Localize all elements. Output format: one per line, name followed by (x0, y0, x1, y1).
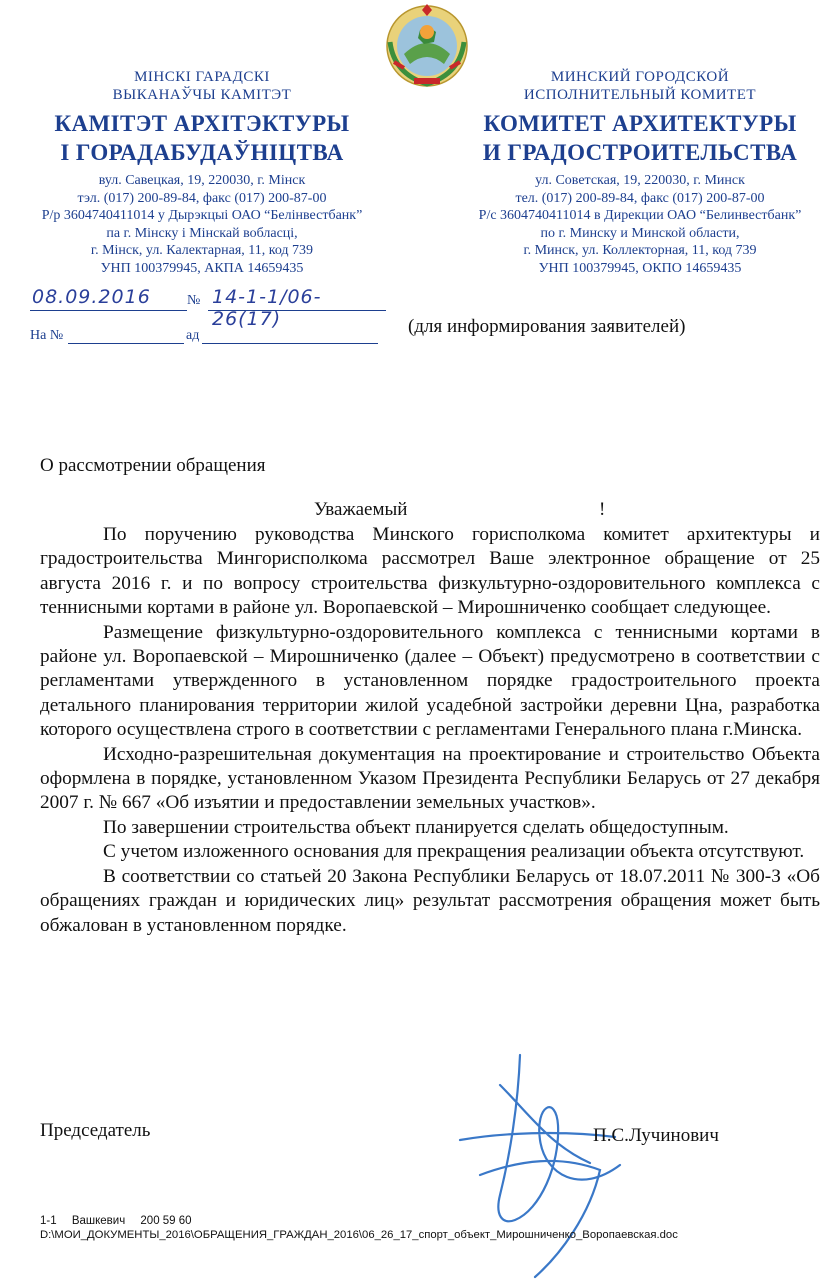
bank-region-line: па г. Мінску і Мінскай вобласці, (106, 225, 298, 241)
executor-name: Вашкевич (71, 1215, 126, 1227)
org-line-2: ВЫКАНАЎЧЫ КАМІТЭТ (112, 87, 292, 103)
bank-address-line: г. Мінск, ул. Калектарная, 11, код 739 (90, 243, 314, 258)
greeting-end: ! (599, 499, 606, 520)
org-line-2: ИСПОЛНИТЕЛЬНЫЙ КОМИТЕТ (523, 87, 757, 103)
signatory-name: П.С.Лучинович (593, 1125, 719, 1146)
number-underline (208, 310, 386, 311)
signatory-title: Председатель (40, 1120, 151, 1141)
paragraph: В соответствии со статьей 20 Закона Республики Беларусь от 18.07.2011 № 300-З «Об обращениях граждан и юридических лиц» результат рассмотрения обращения может быть обжалован в установленном порядке. (40, 865, 820, 936)
letter-body (40, 523, 820, 938)
reference-date-underline (202, 343, 378, 344)
bank-line: Р/с 3604740411014 в Дирекции ОАО “Белинвестбанк” (478, 208, 802, 223)
executor-phone: 200 59 60 (140, 1215, 192, 1227)
org-line-1: МИНСКИЙ ГОРОДСКОЙ (550, 69, 730, 85)
greeting: Уважаемый (314, 499, 408, 520)
address-line: ул. Советская, 19, 220030, г. Минск (535, 173, 745, 188)
paragraph: С учетом изложенного основания для прекращения реализации объекта отсутствуют. (103, 841, 805, 863)
paragraph: По завершении строительства объект планируется сделать общедоступным. (103, 816, 729, 838)
reference-number-label: На № (30, 328, 64, 343)
info-note: (для информирования заявителей) (408, 316, 686, 337)
address-line: вул. Савецкая, 19, 220030, г. Мінск (98, 173, 306, 188)
dept-name (12, 109, 392, 167)
executor-line (40, 1214, 678, 1228)
codes-line: УНП 100379945, ОКПО 14659435 (538, 260, 742, 276)
number-label: № (187, 293, 201, 308)
letterhead-russian (450, 68, 830, 277)
bank-region-line: по г. Минску и Минской области, (540, 225, 740, 241)
dept-line-1: КАМІТЭТ АРХІТЭКТУРЫ (54, 111, 350, 136)
executor-code: 1-1 (40, 1215, 57, 1227)
dept-line-1: КОМИТЕТ АРХИТЕКТУРЫ (483, 111, 797, 136)
org-line-1: МІНСКІ ГАРАДСКІ (134, 69, 270, 85)
address-block (450, 172, 830, 277)
letterhead-belarusian (12, 68, 392, 277)
file-path: D:\МОИ_ДОКУМЕНТЫ_2016\ОБРАЩЕНИЯ_ГРАЖДАН_2016\06_26_17_спорт_объект_Мирошниченко_Воропаевская.doc (40, 1229, 678, 1241)
dept-line-2: И ГРАДОСТРОИТЕЛЬСТВА (482, 140, 798, 165)
reference-date-label: ад (186, 328, 200, 343)
bank-address-line: г. Минск, ул. Коллекторная, 11, код 739 (523, 243, 757, 258)
outgoing-date: 08.09.2016 (32, 286, 151, 308)
phone-line: тел. (017) 200-89-84, факс (017) 200-87-00 (515, 190, 765, 206)
dept-line-2: І ГОРАДАБУДАЎНІЦТВА (60, 140, 344, 165)
bank-line: Р/р 3604740411014 у Дырэкцыі ОАО “Белінвестбанк” (41, 208, 363, 223)
handwritten-signature (440, 1045, 660, 1280)
address-block (12, 172, 392, 277)
reference-number-underline (68, 343, 184, 344)
date-underline (30, 310, 187, 311)
letter-subject: О рассмотрении обращения (40, 455, 266, 476)
phone-line: тэл. (017) 200-89-84, факс (017) 200-87-00 (77, 190, 327, 206)
footer (40, 1214, 678, 1242)
codes-line: УНП 100379945, АКПА 14659435 (100, 260, 304, 276)
registration-block (30, 286, 390, 346)
dept-name (450, 109, 830, 167)
paragraph: По поручению руководства Минского горисполкома комитет архитектуры и градостроительства Мингорисполкома рассмотрел Ваше электронное обращение от 25 августа 2016 г. и по вопросу строительства физкультурно-оздоровительного комплекса с теннисными кортами в районе ул. Воропаевской – Мирошниченко сообщает следующее. (40, 524, 820, 619)
paragraph: Исходно-разрешительная документация на проектирование и строительство Объекта оформлена в порядке, установленном Указом Президента Республики Беларусь от 27 декабря 2007 г. № 667 «Об изъятии и предоставлении земельных участков». (40, 743, 820, 814)
paragraph: Размещение физкультурно-оздоровительного комплекса с теннисными кортами в районе ул. Воропаевской – Мирошниченко (далее – Объект) предусмотрено в соответствии с регламентами утвержденного в установленном порядке градостроительного проекта детального планирования территории жилой усадебной застройки деревни Цна, разработка которого осуществлена строго в соответствии с регламентами Генерального плана г.Минска. (40, 621, 820, 741)
outgoing-number: 14-1-1/06-26(17) (212, 286, 322, 330)
